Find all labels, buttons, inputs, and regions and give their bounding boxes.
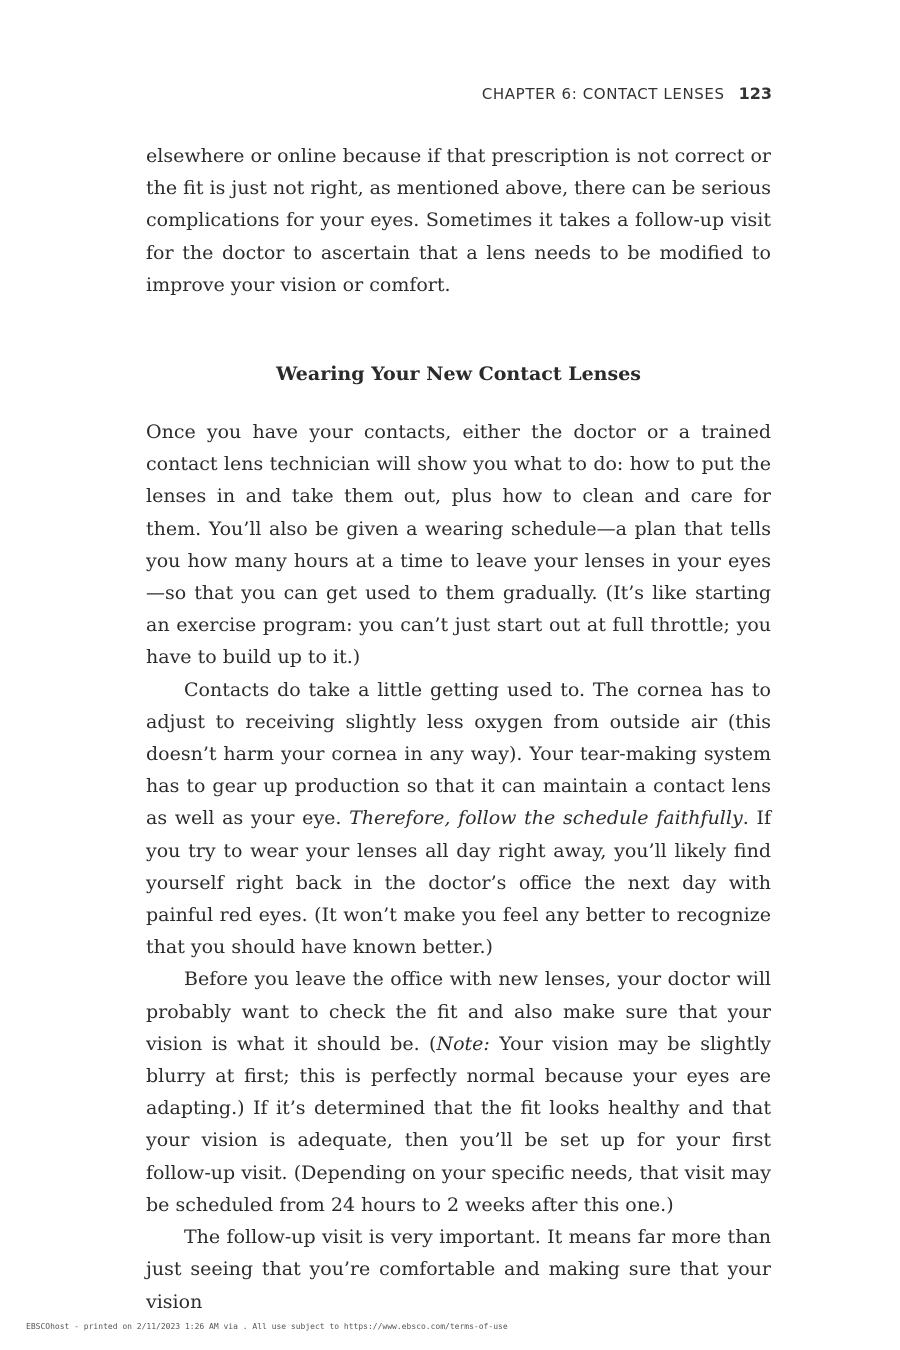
section-heading: Wearing Your New Contact Lenses (276, 363, 641, 386)
text-run: . If you try to wear your lenses all day right away, you’ll likely find yourself right back in the doctor’s office the next day with painful red eyes. (It won’t make you feel any better to recognize that you should have known better.) (146, 807, 771, 959)
emphasized-text: Therefore, follow the schedule faithfully (349, 807, 743, 830)
text-run: Your vision may be slightly blurry at first; this is perfectly normal because your eyes are adapting.) If it’s determined that the fit looks healthy and that your vision is adequate, then you’ll be set up for your first follow-up visit. (Depending on your specific needs, that visit may be scheduled from 24 hours to 2 weeks after this one.) (146, 1032, 771, 1216)
text-run: Before you leave the office with new lenses, your doctor will probably want to check the fit and also make sure that your vision is what it should be. ( (146, 968, 771, 1055)
page-body (146, 140, 771, 1318)
paragraph: The follow-up visit is very important. It means far more than just seeing that you’re comfortable and making sure that your vision (146, 1226, 771, 1313)
paragraph (146, 674, 771, 964)
print-footer: EBSCOhost - printed on 2/11/2023 1:26 AM via . All use subject to https://www.ebsco.com/terms-of-use (26, 1322, 508, 1331)
emphasized-text: Note: (436, 1032, 490, 1055)
page-number: 123 (738, 84, 772, 103)
paragraph (146, 963, 771, 1221)
paragraph: Once you have your contacts, either the doctor or a trained contact lens technician will show you what to do: how to put the lenses in and take them out, plus how to clean and care for them. You’ll also be given a wearing schedule—a plan that tells you how many hours at a time to leave your lenses in your eyes—so that you can get used to them gradually. (It’s like starting an exercise program: you can’t just start out at full throttle; you have to build up to it.) (146, 421, 771, 669)
text-run: Contacts do take a little getting used to. The cornea has to adjust to receiving slightly less oxygen from outside air (this doesn’t harm your cornea in any way). Your tear-making system has to gear up production so that it can maintain a contact lens as well as your eye. (146, 678, 771, 830)
chapter-title: CHAPTER 6: CONTACT LENSES (481, 85, 725, 103)
running-header (482, 84, 772, 103)
paragraph-continued: elsewhere or online because if that prescription is not correct or the fit is just not right, as mentioned above, there can be serious complications for your eyes. Sometimes it takes a follow-up visit for the doctor to ascertain that a lens needs to be modified to improve your vision or comfort. (146, 145, 771, 296)
